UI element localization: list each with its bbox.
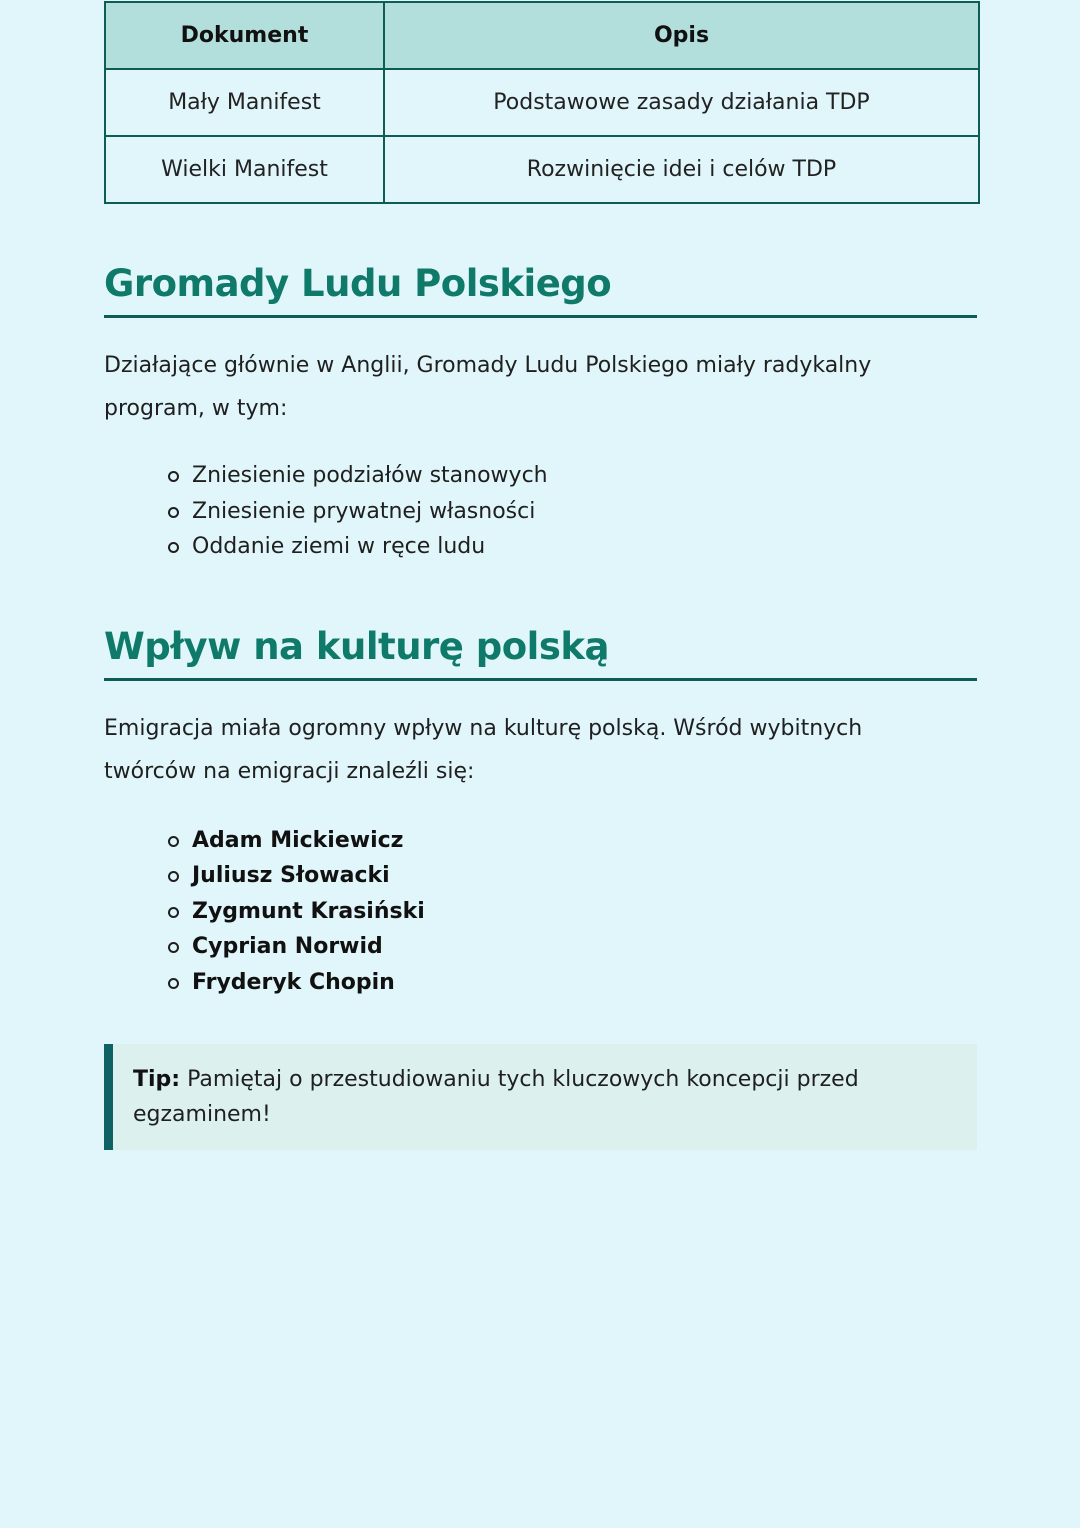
list-item: Adam Mickiewicz bbox=[192, 823, 977, 859]
list-item: Zygmunt Krasiński bbox=[192, 894, 977, 930]
table-row bbox=[105, 69, 979, 136]
table-header-row bbox=[105, 2, 979, 69]
table-cell: Rozwinięcie idei i celów TDP bbox=[384, 136, 979, 203]
section-paragraph: Działające głównie w Anglii, Gromady Ludu Polskiego miały radykalny program, w tym: bbox=[104, 353, 872, 421]
table-row bbox=[105, 136, 979, 203]
tip-label: Tip: bbox=[133, 1067, 181, 1092]
list-item: Juliusz Słowacki bbox=[192, 858, 977, 894]
table-cell: Podstawowe zasady działania TDP bbox=[384, 69, 979, 136]
list-item: Fryderyk Chopin bbox=[192, 965, 977, 1001]
list-item: Zniesienie prywatnej własności bbox=[192, 494, 977, 530]
table-cell: Wielki Manifest bbox=[105, 136, 384, 203]
list-item: Zniesienie podziałów stanowych bbox=[192, 458, 977, 494]
table-cell: Mały Manifest bbox=[105, 69, 384, 136]
list-item: Cyprian Norwid bbox=[192, 929, 977, 965]
tip-text: Pamiętaj o przestudiowaniu tych kluczowych koncepcji przed egzaminem! bbox=[133, 1067, 859, 1127]
document-page bbox=[104, 0, 977, 1150]
section-kultura bbox=[104, 625, 977, 1001]
column-header-opis: Opis bbox=[384, 2, 979, 69]
documents-table bbox=[104, 1, 980, 204]
section-gromady bbox=[104, 262, 977, 565]
section-title: Wpływ na kulturę polską bbox=[104, 625, 977, 681]
tip-callout bbox=[104, 1044, 977, 1150]
artists-list bbox=[104, 823, 977, 1001]
program-list bbox=[104, 458, 977, 565]
column-header-dokument: Dokument bbox=[105, 2, 384, 69]
list-item: Oddanie ziemi w ręce ludu bbox=[192, 529, 977, 565]
section-paragraph: Emigracja miała ogromny wpływ na kulturę polską. Wśród wybitnych twórców na emigracji znaleźli się: bbox=[104, 715, 863, 784]
section-title: Gromady Ludu Polskiego bbox=[104, 262, 977, 318]
